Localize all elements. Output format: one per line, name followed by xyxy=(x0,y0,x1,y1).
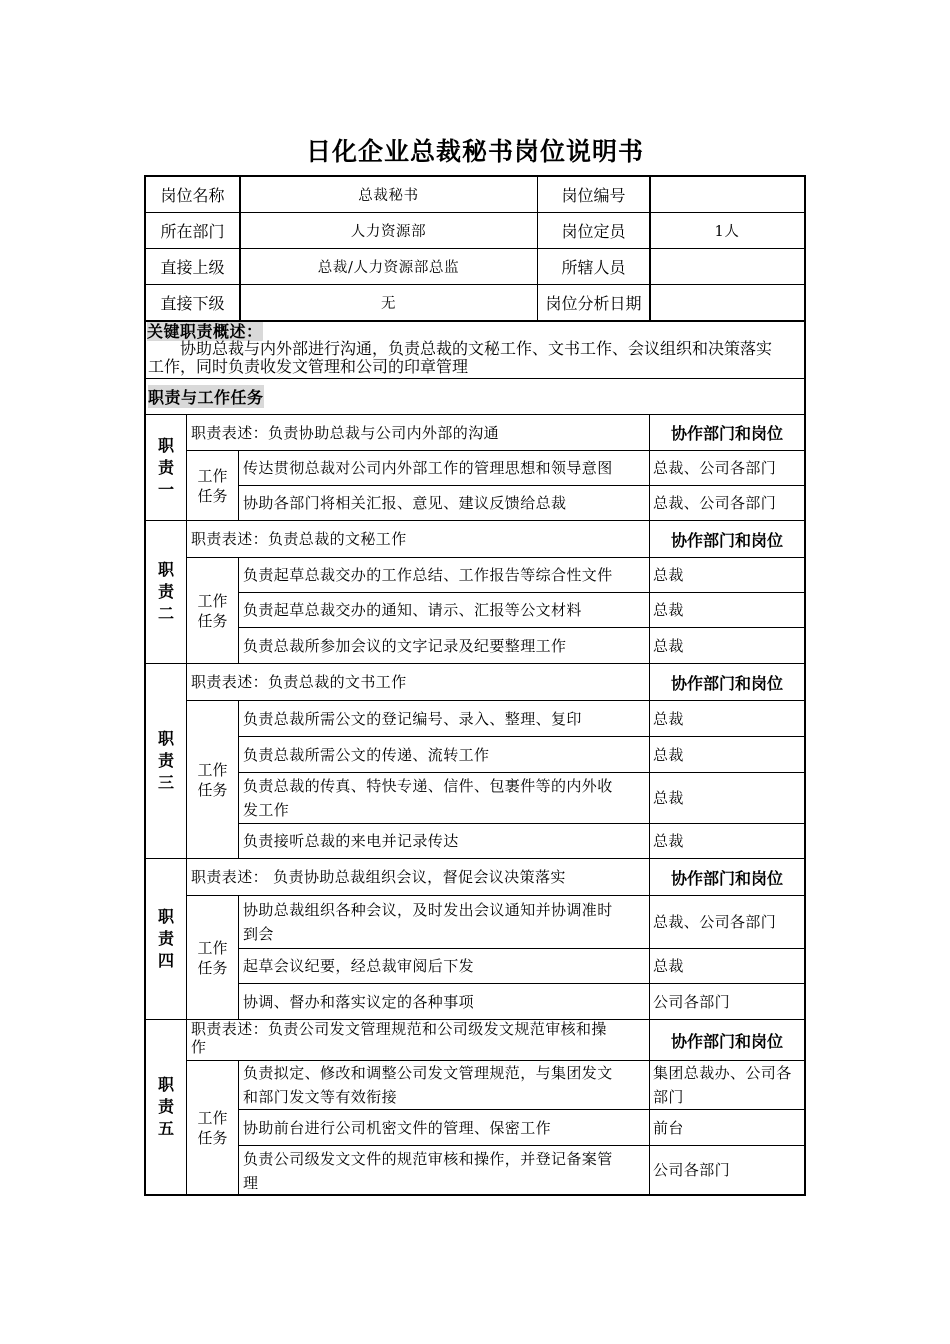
duty-2-task-2-collab: 总裁 xyxy=(653,601,684,619)
duty-3-task-2: 负责总裁所需公文的传递、流转工作 xyxy=(243,745,490,764)
duty-1-label: 职 责 一 xyxy=(157,435,174,499)
duty-2-task-2: 负责起草总裁交办的通知、请示、汇报等公文材料 xyxy=(243,601,582,619)
dept-label: 所在部门 xyxy=(160,222,225,241)
duty-5-task-label: 工作 任务 xyxy=(197,1108,228,1147)
grid-line xyxy=(146,320,804,322)
quota-value: 1人 xyxy=(714,224,740,240)
grid-line xyxy=(239,177,241,320)
duty-4-task-2: 起草会议纪要，经总裁审阅后下发 xyxy=(243,957,475,975)
duty-2-collab-header: 协作部门和岗位 xyxy=(670,530,783,550)
grid-line xyxy=(238,823,804,824)
duty-2-statement: 职责表述：负责总裁的文秘工作 xyxy=(191,530,407,548)
superior-label: 直接上级 xyxy=(160,258,225,277)
staff-value xyxy=(650,249,804,284)
summary-text-line1: 协助总裁与内外部进行沟通，负责总裁的文秘工作、文书工作、会议组织和决策落实 xyxy=(180,339,773,358)
duty-5-statement: 职责表述：负责公司发文管理规范和公司级发文规范审核和操 作 xyxy=(191,1020,607,1056)
duty-4-task-2-collab: 总裁 xyxy=(653,957,684,975)
duty-4-task-1-collab: 总裁、公司各部门 xyxy=(653,913,777,931)
grid-line xyxy=(186,895,804,896)
grid-line xyxy=(238,1060,239,1194)
duty-3-task-2-collab: 总裁 xyxy=(653,745,684,764)
summary-text-line2: 工作，同时负责收发文管理和公司的印章管理 xyxy=(148,357,469,376)
duty-3-collab-header: 协作部门和岗位 xyxy=(670,673,783,693)
duty-4-task-1: 协助总裁组织各种会议，及时发出会议通知并协调准时 到会 xyxy=(243,901,613,943)
duty-5-task-2: 协助前台进行公司机密文件的管理、保密工作 xyxy=(243,1118,552,1137)
grid-line xyxy=(238,736,804,737)
job-description-table xyxy=(144,175,806,1196)
grid-line xyxy=(238,1109,804,1110)
duty-2-task-1: 负责起草总裁交办的工作总结、工作报告等综合性文件 xyxy=(243,566,613,584)
grid-line xyxy=(146,1019,804,1020)
duty-3-task-4: 负责接听总裁的来电并记录传达 xyxy=(243,832,459,850)
duty-3-statement: 职责表述：负责总裁的文书工作 xyxy=(191,673,407,691)
grid-line xyxy=(238,772,804,773)
grid-line xyxy=(238,627,804,628)
grid-line xyxy=(146,212,804,213)
duty-3-task-4-collab: 总裁 xyxy=(653,832,684,850)
duty-3-task-1-collab: 总裁 xyxy=(653,709,684,728)
grid-line xyxy=(238,983,804,984)
duty-5-task-3: 负责公司级发文文件的规范审核和操作，并登记备案管 理 xyxy=(243,1150,613,1192)
summary-block xyxy=(146,322,804,378)
duty-4-task-3: 协调、督办和落实议定的各种事项 xyxy=(243,992,475,1011)
grid-line xyxy=(146,248,804,249)
page-title: 日化企业总裁秘书岗位说明书 xyxy=(305,137,644,166)
section-heading: 职责与工作任务 xyxy=(148,385,264,408)
grid-line xyxy=(186,700,804,701)
grid-line xyxy=(186,557,804,558)
grid-line xyxy=(238,895,239,1019)
summary-heading: 关键职责概述： xyxy=(147,322,263,341)
duty-3-label: 职 责 三 xyxy=(157,729,174,792)
duty-4-task-3-collab: 公司各部门 xyxy=(653,992,731,1011)
duty-1-task-1: 传达贯彻总裁对公司内外部工作的管理思想和领导意图 xyxy=(243,459,613,477)
grid-line xyxy=(537,177,538,320)
grid-line xyxy=(238,557,239,663)
grid-line xyxy=(146,284,804,285)
grid-line xyxy=(146,378,804,379)
duty-5-task-3-collab: 公司各部门 xyxy=(653,1161,731,1179)
duty-2-task-3-collab: 总裁 xyxy=(653,636,684,655)
grid-line xyxy=(238,450,239,520)
duty-2-label: 职 责 二 xyxy=(157,560,174,623)
grid-line xyxy=(238,700,239,858)
duty-4-collab-header: 协作部门和岗位 xyxy=(670,868,783,888)
job-code-label: 岗位编号 xyxy=(561,186,626,205)
grid-line xyxy=(146,520,804,521)
duty-5-task-2-collab: 前台 xyxy=(653,1118,684,1137)
grid-line xyxy=(649,177,651,320)
grid-line xyxy=(146,663,804,664)
duty-2-task-3: 负责总裁所参加会议的文字记录及纪要整理工作 xyxy=(243,636,567,655)
duty-1-statement: 职责表述：负责协助总裁与公司内外部的沟通 xyxy=(191,423,500,442)
duty-3-task-3: 负责总裁的传真、特快专递、信件、包裹件等的内外收 发工作 xyxy=(243,777,613,819)
dept-value: 人力资源部 xyxy=(350,224,427,240)
duty-1-task-2-collab: 总裁、公司各部门 xyxy=(653,494,777,512)
grid-line xyxy=(186,450,804,451)
grid-line xyxy=(238,1145,804,1146)
duty-1-task-1-collab: 总裁、公司各部门 xyxy=(653,459,777,477)
staff-label: 所辖人员 xyxy=(561,258,626,277)
duty-1-task-2: 协助各部门将相关汇报、意见、建议反馈给总裁 xyxy=(243,494,567,512)
duty-5-task-1-collab: 集团总裁办、公司各 部门 xyxy=(653,1064,792,1106)
analysis-date-label: 岗位分析日期 xyxy=(545,294,642,313)
grid-line xyxy=(238,948,804,949)
job-name-label: 岗位名称 xyxy=(160,186,225,205)
job-name-value: 总裁秘书 xyxy=(358,188,419,204)
duty-5-label: 职 责 五 xyxy=(157,1075,174,1138)
grid-line xyxy=(186,414,187,1194)
subordinate-label: 直接下级 xyxy=(160,294,225,313)
duty-2-task-1-collab: 总裁 xyxy=(653,566,684,584)
duty-5-collab-header: 协作部门和岗位 xyxy=(670,1031,783,1051)
duty-3-task-label: 工作 任务 xyxy=(197,760,228,799)
duty-3-task-3-collab: 总裁 xyxy=(653,789,684,807)
duty-4-label: 职 责 四 xyxy=(157,907,174,970)
grid-line xyxy=(146,414,804,415)
grid-line xyxy=(146,858,804,859)
grid-line xyxy=(649,414,650,1194)
duty-1-collab-header: 协作部门和岗位 xyxy=(670,424,783,443)
duty-4-task-label: 工作 任务 xyxy=(197,938,228,977)
grid-line xyxy=(186,1060,804,1061)
analysis-date-value xyxy=(650,285,804,320)
quota-label: 岗位定员 xyxy=(561,222,626,241)
duty-3-task-1: 负责总裁所需公文的登记编号、录入、整理、复印 xyxy=(243,709,582,728)
duty-2-task-label: 工作 任务 xyxy=(197,591,228,630)
section-heading-cell xyxy=(146,379,804,414)
duty-4-statement: 职责表述： 负责协助总裁组织会议，督促会议决策落实 xyxy=(191,868,566,886)
grid-line xyxy=(238,485,804,486)
duty-1-task-label: 工作 任务 xyxy=(197,466,228,505)
superior-value: 总裁/人力资源部总监 xyxy=(317,260,460,276)
duty-5-task-1: 负责拟定、修改和调整公司发文管理规范，与集团发文 和部门发文等有效衔接 xyxy=(243,1064,613,1106)
job-code-value xyxy=(650,177,804,212)
subordinate-value: 无 xyxy=(380,296,397,312)
grid-line xyxy=(238,592,804,593)
